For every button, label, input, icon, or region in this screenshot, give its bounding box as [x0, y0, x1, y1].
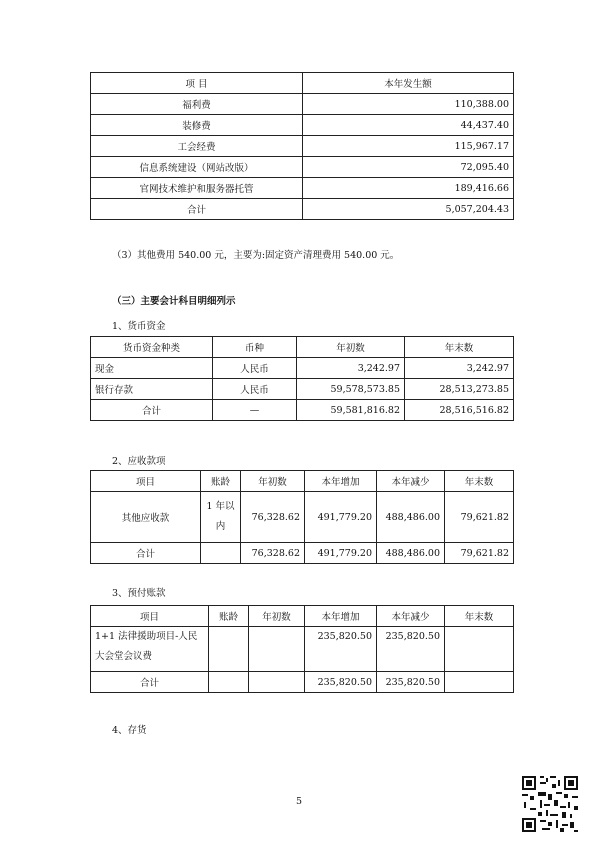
begin-cell: 59,578,573.85: [297, 379, 405, 400]
begin-cell: 76,328.62: [241, 492, 305, 543]
decrease-cell: 488,486.00: [377, 492, 445, 543]
table-row: [91, 178, 514, 199]
item-cell: 工会经费: [91, 136, 303, 157]
item-cell: 福利费: [91, 94, 303, 115]
item-cell: 其他应收款: [91, 492, 201, 543]
item-cell: 合计: [91, 199, 303, 220]
amount-cell: 5,057,204.43: [303, 199, 514, 220]
item-cell: 1+1 法律援助项目-人民大会堂会议费: [91, 627, 209, 672]
increase-cell: 235,820.50: [305, 672, 377, 693]
receivables-table: [90, 470, 514, 564]
table-row: [91, 157, 514, 178]
end-cell: [445, 627, 514, 672]
table-row: [91, 358, 514, 379]
table-total-row: [91, 400, 514, 421]
other-expense-note: （3）其他费用 540.00 元，主要为:固定资产清理费用 540.00 元。: [112, 250, 400, 261]
age-cell: [201, 543, 241, 564]
table-row: [91, 115, 514, 136]
table-total-row: [91, 199, 514, 220]
end-cell: [445, 672, 514, 693]
age-cell: 1 年以内: [201, 492, 241, 543]
begin-cell: [249, 672, 305, 693]
begin-cell: [249, 627, 305, 672]
qr-code-icon: [522, 776, 578, 832]
increase-cell: 491,779.20: [305, 492, 377, 543]
column-header: 本年减少: [377, 471, 445, 492]
inventory-title: 4、存货: [112, 725, 147, 736]
column-header: 年初数: [297, 337, 405, 358]
item-cell: 装修费: [91, 115, 303, 136]
column-header: 账龄: [201, 471, 241, 492]
table-row: [91, 492, 514, 543]
receivables-title: 2、应收款项: [112, 456, 166, 467]
begin-cell: 59,581,816.82: [297, 400, 405, 421]
column-header: 年初数: [241, 471, 305, 492]
column-header: 年末数: [445, 471, 514, 492]
expense-table: [90, 72, 514, 220]
item-cell: 官网技术维护和服务器托管: [91, 178, 303, 199]
column-header: 本年增加: [305, 606, 377, 627]
end-cell: 79,621.82: [445, 492, 514, 543]
kind-cell: 现金: [91, 358, 213, 379]
end-cell: 3,242.97: [405, 358, 514, 379]
currency-cell: 人民币: [213, 379, 297, 400]
column-header: 年末数: [405, 337, 514, 358]
table-header-row: [91, 337, 514, 358]
amount-cell: 110,388.00: [303, 94, 514, 115]
increase-cell: 491,779.20: [305, 543, 377, 564]
increase-cell: 235,820.50: [305, 627, 377, 672]
column-header: 本年增加: [305, 471, 377, 492]
table-row: [91, 94, 514, 115]
currency-cell: 人民币: [213, 358, 297, 379]
age-cell: [209, 672, 249, 693]
column-header: 项目: [91, 606, 209, 627]
begin-cell: 3,242.97: [297, 358, 405, 379]
end-cell: 28,516,516.82: [405, 400, 514, 421]
amount-cell: 189,416.66: [303, 178, 514, 199]
kind-cell: 银行存款: [91, 379, 213, 400]
amount-cell: 115,967.17: [303, 136, 514, 157]
column-header: 项 目: [91, 73, 303, 94]
cash-title: 1、货币资金: [112, 321, 166, 332]
age-cell: [209, 627, 249, 672]
decrease-cell: 235,820.50: [377, 627, 445, 672]
prepaid-title: 3、预付账款: [112, 588, 166, 599]
amount-cell: 44,437.40: [303, 115, 514, 136]
column-header: 账龄: [209, 606, 249, 627]
table-total-row: [91, 543, 514, 564]
column-header: 本年减少: [377, 606, 445, 627]
item-cell: 合计: [91, 543, 201, 564]
kind-cell: 合计: [91, 400, 213, 421]
table-row: [91, 379, 514, 400]
item-cell: 合计: [91, 672, 209, 693]
column-header: 币种: [213, 337, 297, 358]
amount-cell: 72,095.40: [303, 157, 514, 178]
table-header-row: [91, 471, 514, 492]
begin-cell: 76,328.62: [241, 543, 305, 564]
table-header-row: [91, 606, 514, 627]
end-cell: 79,621.82: [445, 543, 514, 564]
column-header: 年初数: [249, 606, 305, 627]
prepaid-table: [90, 605, 514, 693]
currency-cell: —: [213, 400, 297, 421]
column-header: 本年发生额: [303, 73, 514, 94]
column-header: 项目: [91, 471, 201, 492]
section-title: （三）主要会计科目明细列示: [112, 296, 236, 307]
decrease-cell: 488,486.00: [377, 543, 445, 564]
end-cell: 28,513,273.85: [405, 379, 514, 400]
item-cell: 信息系统建设（网站改版）: [91, 157, 303, 178]
decrease-cell: 235,820.50: [377, 672, 445, 693]
page-number: 5: [296, 796, 303, 807]
table-header-row: [91, 73, 514, 94]
cash-table: [90, 336, 514, 421]
column-header: 年末数: [445, 606, 514, 627]
column-header: 货币资金种类: [91, 337, 213, 358]
table-row: [91, 627, 514, 672]
table-row: [91, 136, 514, 157]
table-total-row: [91, 672, 514, 693]
